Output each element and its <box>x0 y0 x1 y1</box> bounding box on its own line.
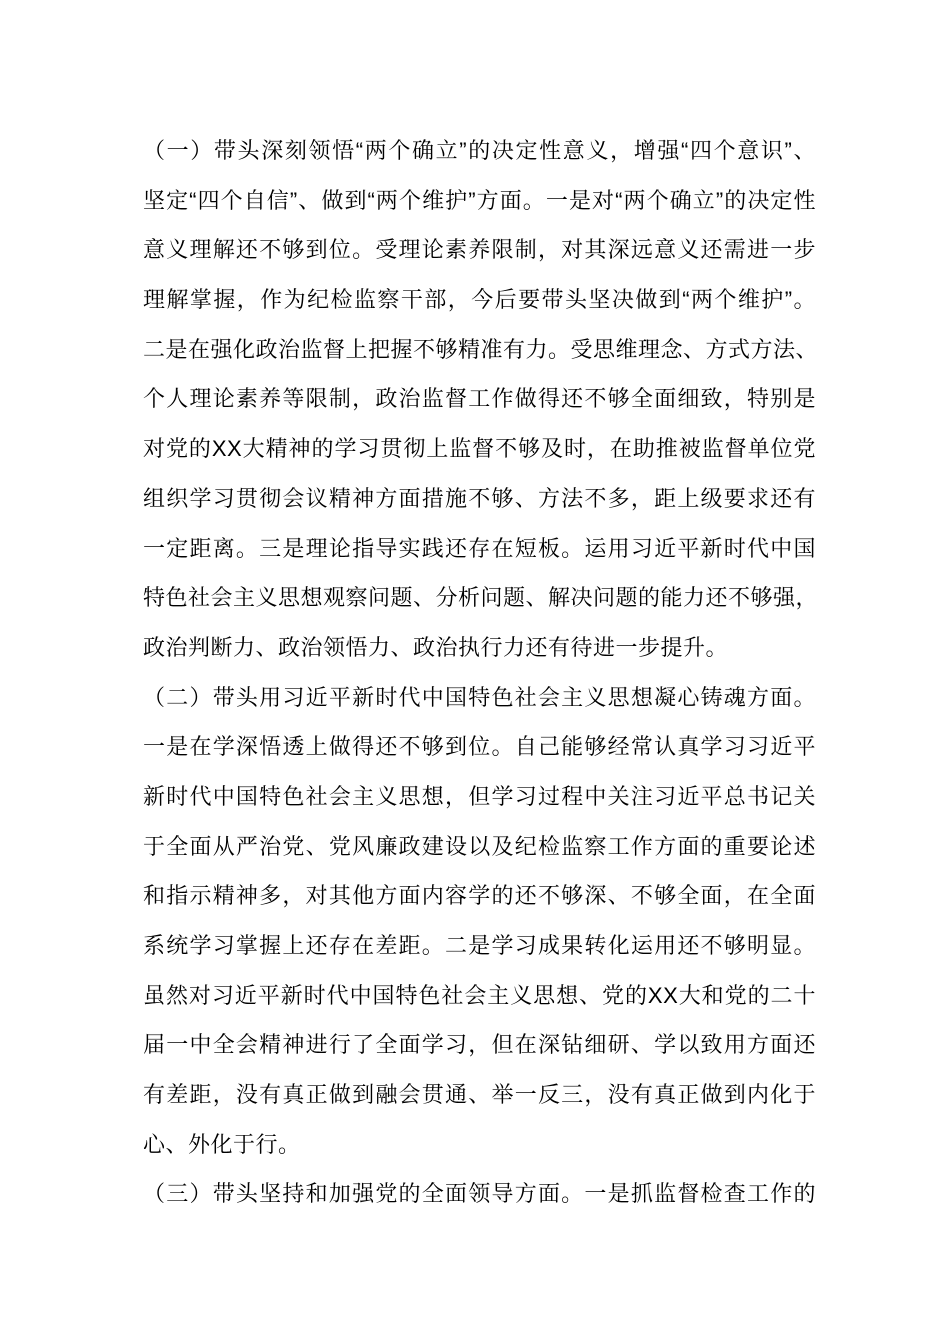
text-line: 坚定“四个自信”、做到“两个维护”方面。一是对“两个确立”的决定性 <box>143 187 816 213</box>
para-2 <box>143 673 816 1170</box>
para-1 <box>143 126 819 673</box>
text-line: 组织学习贯彻会议精神方面措施不够、方法不多，距上级要求还有 <box>143 485 816 511</box>
text-line: 一是在学深悟透上做得还不够到位。自己能够经常认真学习习近平 <box>143 734 816 760</box>
text-line: 新时代中国特色社会主义思想，但学习过程中关注习近平总书记关 <box>143 783 816 809</box>
text-line: （三）带头坚持和加强党的全面领导方面。一是抓监督检查工作的 <box>143 1181 816 1207</box>
para-3 <box>143 1169 816 1219</box>
text-line: 系统学习掌握上还存在差距。二是学习成果转化运用还不够明显。 <box>143 933 816 958</box>
text-line: （二）带头用习近平新时代中国特色社会主义思想凝心铸魂方面。 <box>143 684 816 710</box>
text-line: 二是在强化政治监督上把握不够精准有力。受思维理念、方式方法、 <box>143 336 819 362</box>
text-line: 届一中全会精神进行了全面学习，但在深钻细研、学以致用方面还 <box>143 1032 816 1058</box>
document-text-block <box>143 126 819 1219</box>
text-line: 特色社会主义思想观察问题、分析问题、解决问题的能力还不够强， <box>143 585 819 611</box>
text-line: 意义理解还不够到位。受理论素养限制，对其深远意义还需进一步 <box>143 237 816 263</box>
text-line: 有差距，没有真正做到融会贯通、举一反三，没有真正做到内化于 <box>143 1082 816 1108</box>
text-line: 对党的XX大精神的学习贯彻上监督不够及时，在助推被监督单位党 <box>143 436 816 462</box>
text-line: 于全面从严治党、党风廉政建设以及纪检监察工作方面的重要论述 <box>143 833 816 859</box>
text-line: 个人理论素养等限制，政治监督工作做得还不够全面细致，特别是 <box>143 386 816 412</box>
text-line: 和指示精神多，对其他方面内容学的还不够深、不够全面，在全面 <box>143 883 816 909</box>
text-line: 虽然对习近平新时代中国特色社会主义思想、党的XX大和党的二十 <box>143 982 816 1008</box>
text-line: 理解掌握，作为纪检监察干部，今后要带头坚决做到“两个维护”。 <box>143 287 816 313</box>
text-line: 一定距离。三是理论指导实践还存在短板。运用习近平新时代中国 <box>143 535 816 561</box>
text-line: 心、外化于行。 <box>143 1131 301 1157</box>
text-line: （一）带头深刻领悟“两个确立”的决定性意义，增强“四个意识”、 <box>143 138 816 163</box>
text-line: 政治判断力、政治领悟力、政治执行力还有待进一步提升。 <box>143 634 729 660</box>
